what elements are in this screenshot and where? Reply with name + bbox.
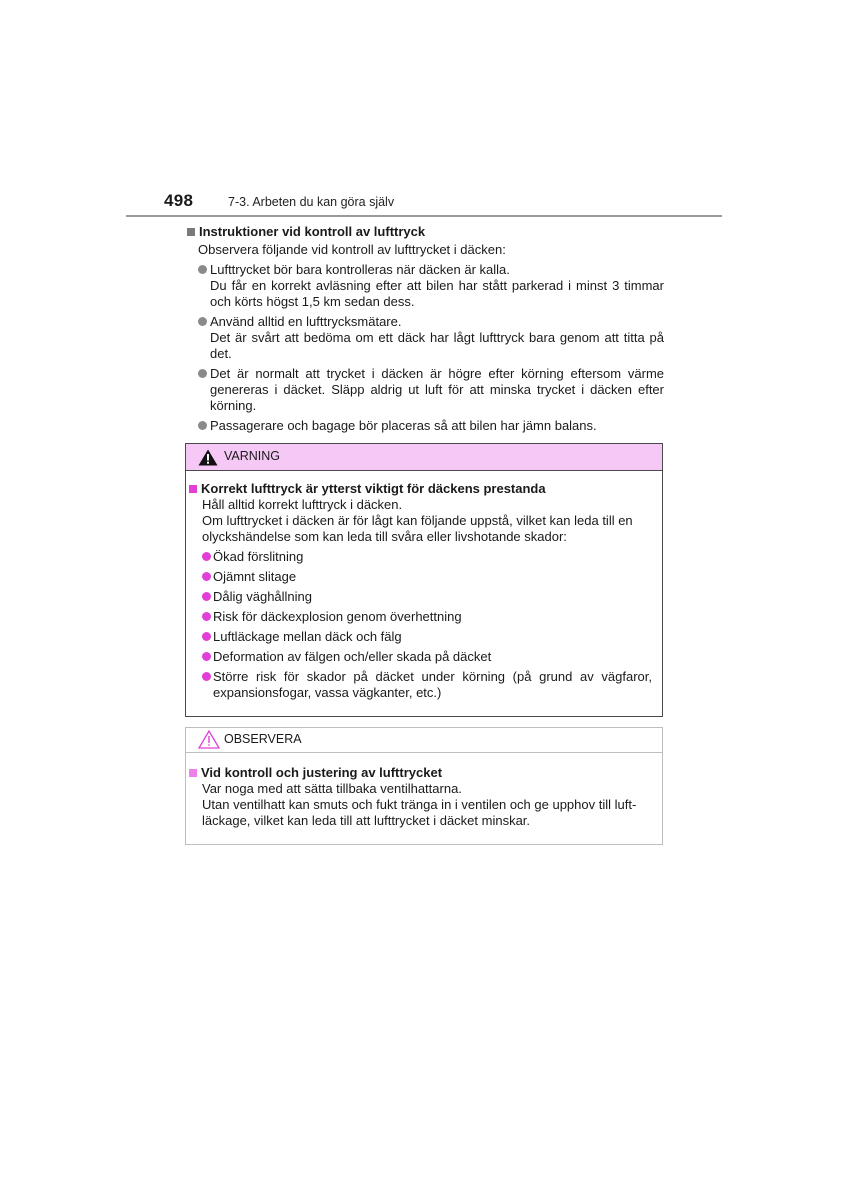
risk-text: Risk för däckexplosion genom överhettning: [213, 609, 462, 624]
page-number: 498: [164, 191, 194, 210]
list-item: [202, 589, 652, 605]
bullet-icon: [198, 421, 207, 430]
notice-box: [185, 727, 663, 845]
warning-paragraph: Håll alltid korrekt lufttryck i däcken.: [202, 497, 403, 512]
bullet-detail: Du får en korrekt avläsning efter att bilen har stått parkerad i minst 3 timmar och körts högst 1,5 km sedan dess.: [210, 278, 664, 309]
bullet-icon: [198, 369, 207, 378]
notice-header: [186, 728, 662, 753]
bullet-text: Lufttrycket bör bara kontrolleras när däcken är kalla.: [210, 262, 510, 277]
risk-text: Större risk för skador på däcket under körning (på grund av vägfaror, expansionsfogar, vassa vägkanter, etc.): [213, 669, 652, 700]
section-title: Instruktioner vid kontroll av lufttryck: [199, 224, 426, 239]
list-item: [202, 669, 652, 701]
notice-paragraph: Utan ventilhatt kan smuts och fukt tränga in i ventilen och ge upphov till luft-läckage, vilket kan leda till att lufttrycket i däcket minskar.: [202, 797, 637, 828]
notice-label: OBSERVERA: [224, 732, 302, 746]
bullet-icon: [198, 265, 207, 274]
page-header: [126, 188, 722, 218]
warning-paragraph: Om lufttrycket i däcken är för lågt kan följande uppstå, vilket kan leda till en olyckshändelse som kan leda till svåra eller livshotande skador:: [202, 513, 633, 544]
risk-text: Luftläckage mellan däck och fälg: [213, 629, 402, 644]
risk-text: Ojämnt slitage: [213, 569, 297, 584]
notice-heading: [189, 765, 652, 781]
list-item: [198, 314, 664, 362]
notice-marker-icon: [189, 769, 197, 777]
warning-header: [186, 444, 662, 471]
warning-body: [186, 471, 662, 701]
warning-title: Korrekt lufttryck är ytterst viktigt för däckens prestanda: [201, 481, 546, 496]
bullet-icon: [202, 572, 211, 581]
list-item: [202, 549, 652, 565]
list-item: [202, 609, 652, 625]
warning-risk-list: [202, 549, 652, 701]
bullet-icon: [202, 552, 211, 561]
risk-text: Dålig väghållning: [213, 589, 313, 604]
warning-box: [185, 443, 663, 717]
list-item: [198, 418, 664, 434]
list-item: [202, 629, 652, 645]
list-item: [202, 649, 652, 665]
warning-heading: [189, 481, 652, 497]
check-instructions-list: [198, 262, 664, 434]
notice-title: Vid kontroll och justering av lufttrycket: [201, 765, 443, 780]
caution-outline-triangle-icon: [198, 730, 220, 749]
notice-paragraph: Var noga med att sätta tillbaka ventilhattarna.: [202, 781, 462, 796]
warning-marker-icon: [189, 485, 197, 493]
bullet-icon: [202, 652, 211, 661]
bullet-icon: [202, 672, 211, 681]
warning-label: VARNING: [224, 449, 281, 463]
notice-body: [186, 753, 662, 829]
bullet-text: Använd alltid en lufttrycksmätare.: [210, 314, 402, 329]
bullet-text: Passagerare och bagage bör placeras så att bilen har jämn balans.: [210, 418, 597, 433]
bullet-icon: [198, 317, 207, 326]
list-item: [202, 569, 652, 585]
warning-triangle-icon: [198, 449, 218, 466]
bullet-icon: [202, 632, 211, 641]
risk-text: Deformation av fälgen och/eller skada på däcket: [213, 649, 492, 664]
list-item: [198, 262, 664, 310]
chapter-title: 7-3. Arbeten du kan göra själv: [228, 195, 395, 209]
section-heading: [186, 224, 664, 240]
bullet-text: Det är normalt att trycket i däcken är högre efter körning eftersom värme genereras i däcket. Släpp aldrig ut luft för att minska trycket i däcken efter körning.: [210, 366, 664, 413]
header-rule: [126, 215, 722, 217]
bullet-detail: Det är svårt att bedöma om ett däck har lågt lufttryck bara genom att titta på det.: [210, 330, 664, 361]
list-item: [198, 366, 664, 414]
section-marker-icon: [187, 228, 195, 236]
risk-text: Ökad förslitning: [213, 549, 304, 564]
section-intro: Observera följande vid kontroll av lufttrycket i däcken:: [198, 242, 506, 257]
bullet-icon: [202, 592, 211, 601]
pressure-check-section: [186, 224, 664, 438]
bullet-icon: [202, 612, 211, 621]
